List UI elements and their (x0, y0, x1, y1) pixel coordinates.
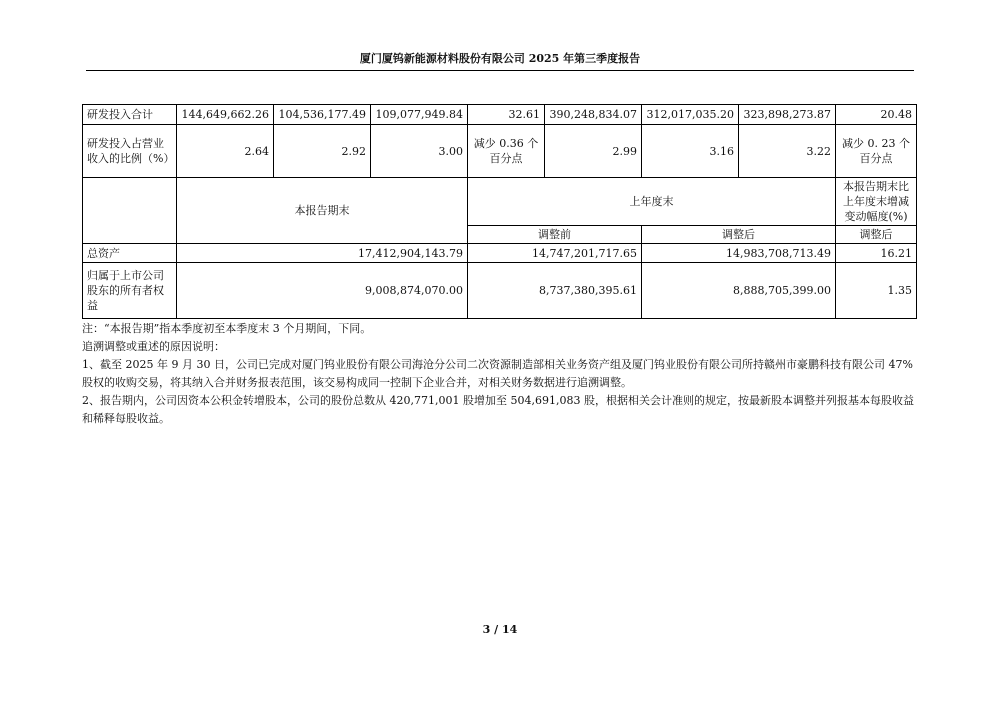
page-header: 厦门厦钨新能源材料股份有限公司 2025 年第三季度报告 (86, 50, 914, 71)
col-header-change: 本报告期末比上年度末增减变动幅度(%) (836, 178, 917, 226)
table-cell: 104,536,177.49 (274, 105, 371, 125)
table-row-rd-total (83, 105, 917, 125)
notes-section (82, 320, 916, 428)
table-cell: 20.48 (836, 105, 917, 125)
table-cell: 3.16 (642, 125, 739, 178)
financial-table (82, 104, 917, 319)
table-cell: 3.00 (371, 125, 468, 178)
subheader-after: 调整后 (642, 226, 836, 244)
table-cell: 323,898,273.87 (739, 105, 836, 125)
table-cell: 减少 0. 23 个百分点 (836, 125, 917, 178)
table-cell: 2.92 (274, 125, 371, 178)
table-cell: 390,248,834.07 (545, 105, 642, 125)
table-cell: 312,017,035.20 (642, 105, 739, 125)
note-item-1: 1、截至 2025 年 9 月 30 日，公司已完成对厦门钨业股份有限公司海沧分公司二次资源制造部相关业务资产组及厦门钨业股份有限公司所持赣州市豪鹏科技有限公司 47%股权的收购交易，将其纳入合并财务报表范围，该交易构成同一控制下企业合并，对相关财务数据进行追溯调整。 (82, 358, 913, 389)
table-header-row (83, 178, 917, 226)
table-cell: 减少 0.36 个百分点 (468, 125, 545, 178)
table-cell: 32.61 (468, 105, 545, 125)
row-label: 归属于上市公司股东的所有者权益 (83, 263, 177, 319)
subheader-change-after: 调整后 (836, 226, 917, 244)
note-item-2: 2、报告期内，公司因资本公积金转增股本，公司的股份总数从 420,771,001 股增加至 504,691,083 股，根据相关会计准则的规定，按最新股本调整并列报基本每股收益和稀释每股收益。 (82, 394, 914, 425)
table-cell: 1.35 (836, 263, 917, 319)
subheader-before: 调整前 (468, 226, 642, 244)
row-label: 总资产 (83, 244, 177, 263)
table-cell: 144,649,662.26 (177, 105, 274, 125)
table-cell: 8,888,705,399.00 (642, 263, 836, 319)
col-header-current: 本报告期末 (177, 178, 468, 244)
table-cell: 14,747,201,717.65 (468, 244, 642, 263)
table-cell: 9,008,874,070.00 (177, 263, 468, 319)
table-row-equity (83, 263, 917, 319)
table-cell: 8,737,380,395.61 (468, 263, 642, 319)
col-header-last-year: 上年度末 (468, 178, 836, 226)
table-cell: 16.21 (836, 244, 917, 263)
table-cell: 14,983,708,713.49 (642, 244, 836, 263)
note-restatement-heading: 追溯调整或重述的原因说明： (82, 340, 225, 353)
note-definition: 注：“本报告期”指本季度初至本季度末 3 个月期间，下同。 (82, 322, 372, 335)
table-cell: 3.22 (739, 125, 836, 178)
table-cell: 109,077,949.84 (371, 105, 468, 125)
table-cell: 2.64 (177, 125, 274, 178)
row-label: 研发投入合计 (83, 105, 177, 125)
table-cell: 2.99 (545, 125, 642, 178)
table-row-total-assets (83, 244, 917, 263)
row-label: 研发投入占营业收入的比例（%） (83, 125, 177, 178)
table-row-rd-ratio (83, 125, 917, 178)
table-cell: 17,412,904,143.79 (177, 244, 468, 263)
page-number: 3 / 14 (482, 623, 518, 636)
